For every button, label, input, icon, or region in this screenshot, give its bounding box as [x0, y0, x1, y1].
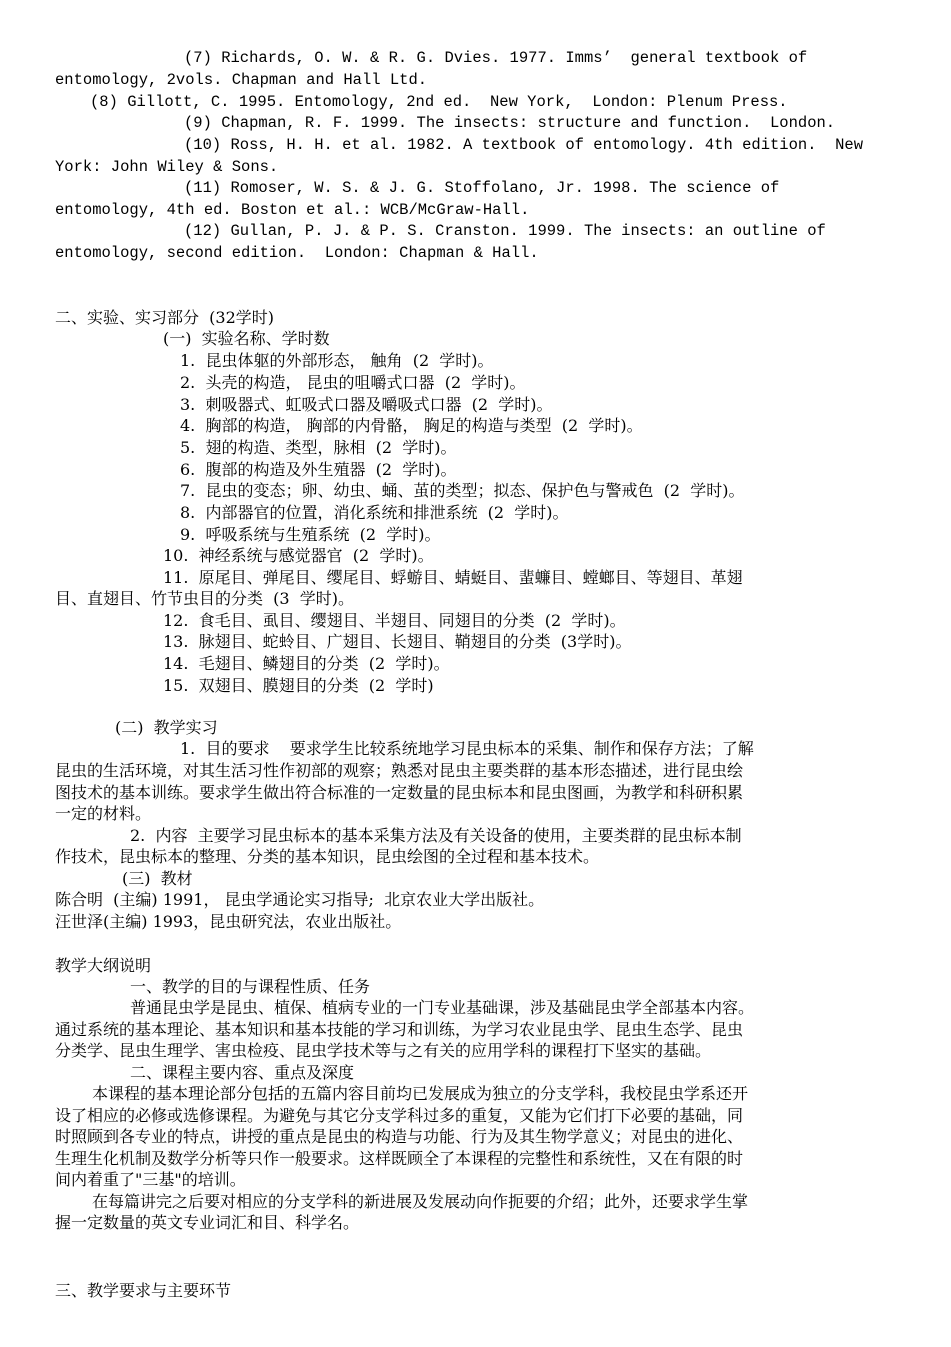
lab-item-11-line-2: 目、直翅目、竹节虫目的分类 (3 学时)。 [55, 589, 355, 608]
practice-para-1-line-4: 一定的材料。 [55, 804, 152, 823]
practice-para-1-line-2: 昆虫的生活环境，对其生活习性作初部的观察；熟悉对昆虫主要类群的基本形态描述，进行昆虫绘 [55, 761, 744, 780]
reference-10-line-2: York: John Wiley & Sons. [55, 158, 279, 176]
lab-item-5: 5. 翅的构造、类型，脉相 (2 学时)。 [180, 438, 457, 457]
reference-8: (8) Gillott, C. 1995. Entomology, 2nd ed. New York, London: Plenum Press. [90, 93, 788, 111]
syllabus-section-1-line-1: 普通昆虫学是昆虫、植保、植病专业的一门专业基础课，涉及基础昆虫学全部基本内容。 [130, 998, 755, 1017]
reference-7-line-1: (7) Richards, O. W. & R. G. Dvies. 1977. Imms’ general textbook of [184, 49, 808, 67]
lab-subsection-2-title: (二) 教学实习 [115, 718, 218, 737]
syllabus-section-2b-line-2: 握一定数量的英文专业词汇和目、科学名。 [55, 1213, 360, 1232]
lab-item-14: 14. 毛翅目、鳞翅目的分类 (2 学时)。 [163, 654, 450, 673]
textbook-1: 陈合明 (主编) 1991， 昆虫学通论实习指导; 北京农业大学出版社。 [55, 890, 545, 909]
lab-item-12: 12. 食毛目、虱目、缨翅目、半翅目、同翅目的分类 (2 学时)。 [163, 611, 626, 630]
reference-11-line-2: entomology, 4th ed. Boston et al.: WCB/McGraw-Hall. [55, 201, 530, 219]
lab-subsection-1-title: (一) 实验名称、学时数 [163, 329, 330, 348]
syllabus-section-1-title: 一、教学的目的与课程性质、任务 [130, 977, 371, 996]
syllabus-section-2b-line-1: 在每篇讲完之后要对相应的分支学科的新进展及发展动向作扼要的介绍；此外，还要求学生掌 [92, 1192, 749, 1211]
practice-para-2-line-1: 2. 内容 主要学习昆虫标本的基本采集方法及有关设备的使用，主要类群的昆虫标本制 [130, 826, 742, 845]
lab-subsection-3-title: (三) 教材 [122, 869, 193, 888]
lab-item-8: 8. 内部器官的位置，消化系统和排泄系统 (2 学时)。 [180, 503, 569, 522]
syllabus-title: 教学大纲说明 [55, 956, 152, 975]
lab-item-6: 6. 腹部的构造及外生殖器 (2 学时)。 [180, 460, 457, 479]
lab-section-title: 二、实验、实习部分 (32学时) [55, 308, 275, 327]
syllabus-section-2-line-2: 设了相应的必修或选修课程。为避免与其它分支学科过多的重复，又能为它们打下必要的基础，同 [55, 1106, 744, 1125]
syllabus-section-1-line-3: 分类学、昆虫生理学、害虫检疫、昆虫学技术等与之有关的应用学科的课程打下坚实的基础。 [55, 1041, 712, 1060]
practice-para-2-line-2: 作技术，昆虫标本的整理、分类的基本知识，昆虫绘图的全过程和基本技术。 [55, 847, 600, 866]
reference-9: (9) Chapman, R. F. 1999. The insects: structure and function. London. [184, 114, 836, 132]
syllabus-section-2-line-1: 本课程的基本理论部分包括的五篇内容目前均已发展成为独立的分支学科，我校昆虫学系还开 [92, 1084, 749, 1103]
lab-item-10: 10. 神经系统与感觉器官 (2 学时)。 [163, 546, 434, 565]
lab-item-15: 15. 双翅目、膜翅目的分类 (2 学时) [163, 676, 434, 695]
syllabus-section-1-line-2: 通过系统的基本理论、基本知识和基本技能的学习和训练，为学习农业昆虫学、昆虫生态学、昆虫 [55, 1020, 744, 1039]
syllabus-section-2-line-5: 间内着重了"三基"的培训。 [55, 1170, 246, 1189]
reference-12-line-1: (12) Gullan, P. J. & P. S. Cranston. 1999. The insects: an outline of [184, 222, 826, 240]
reference-7-line-2: entomology, 2vols. Chapman and Hall Ltd. [55, 71, 428, 89]
lab-item-13: 13. 脉翅目、蛇蛉目、广翅目、长翅目、鞘翅目的分类 (3学时)。 [163, 632, 632, 651]
practice-para-1-line-3: 图技术的基本训练。要求学生做出符合标准的一定数量的昆虫标本和昆虫图画，为教学和科研积累 [55, 783, 744, 802]
reference-10-line-1: (10) Ross, H. H. et al. 1982. A textbook of entomology. 4th edition. New [184, 136, 864, 154]
lab-item-2: 2. 头壳的构造， 昆虫的咀嚼式口器 (2 学时)。 [180, 373, 526, 392]
section-3-title: 三、教学要求与主要环节 [55, 1281, 232, 1300]
lab-item-9: 9. 呼吸系统与生殖系统 (2 学时)。 [180, 525, 441, 544]
textbook-2: 汪世泽(主编) 1993，昆虫研究法，农业出版社。 [55, 912, 402, 931]
syllabus-section-2-line-4: 生理生化机制及数学分析等只作一般要求。这样既顾全了本课程的完整性和系统性，又在有限的时 [55, 1149, 744, 1168]
syllabus-section-2-title: 二、课程主要内容、重点及深度 [130, 1063, 355, 1082]
reference-12-line-2: entomology, second edition. London: Chapman & Hall. [55, 244, 539, 262]
lab-item-1: 1. 昆虫体躯的外部形态， 触角 (2 学时)。 [180, 351, 494, 370]
reference-11-line-1: (11) Romoser, W. S. & J. G. Stoffolano, Jr. 1998. The science of [184, 179, 780, 197]
lab-item-11-line-1: 11. 原尾目、弹尾目、缨尾目、蜉蝣目、蜻蜓目、蜚蠊目、螳螂目、等翅目、革翅 [163, 568, 743, 587]
lab-item-3: 3. 刺吸器式、虹吸式口器及嚼吸式口器 (2 学时)。 [180, 395, 553, 414]
lab-item-7: 7. 昆虫的变态；卵、幼虫、蛹、茧的类型；拟态、保护色与警戒色 (2 学时)。 [180, 481, 745, 500]
practice-para-1-line-1: 1. 目的要求 要求学生比较系统地学习昆虫标本的采集、制作和保存方法；了解 [180, 739, 754, 758]
lab-item-4: 4. 胸部的构造， 胸部的内骨骼， 胸足的构造与类型 (2 学时)。 [180, 416, 643, 435]
syllabus-section-2-line-3: 时照顾到各专业的特点，讲授的重点是昆虫的构造与功能、行为及其生物学意义；对昆虫的进化、 [55, 1127, 744, 1146]
